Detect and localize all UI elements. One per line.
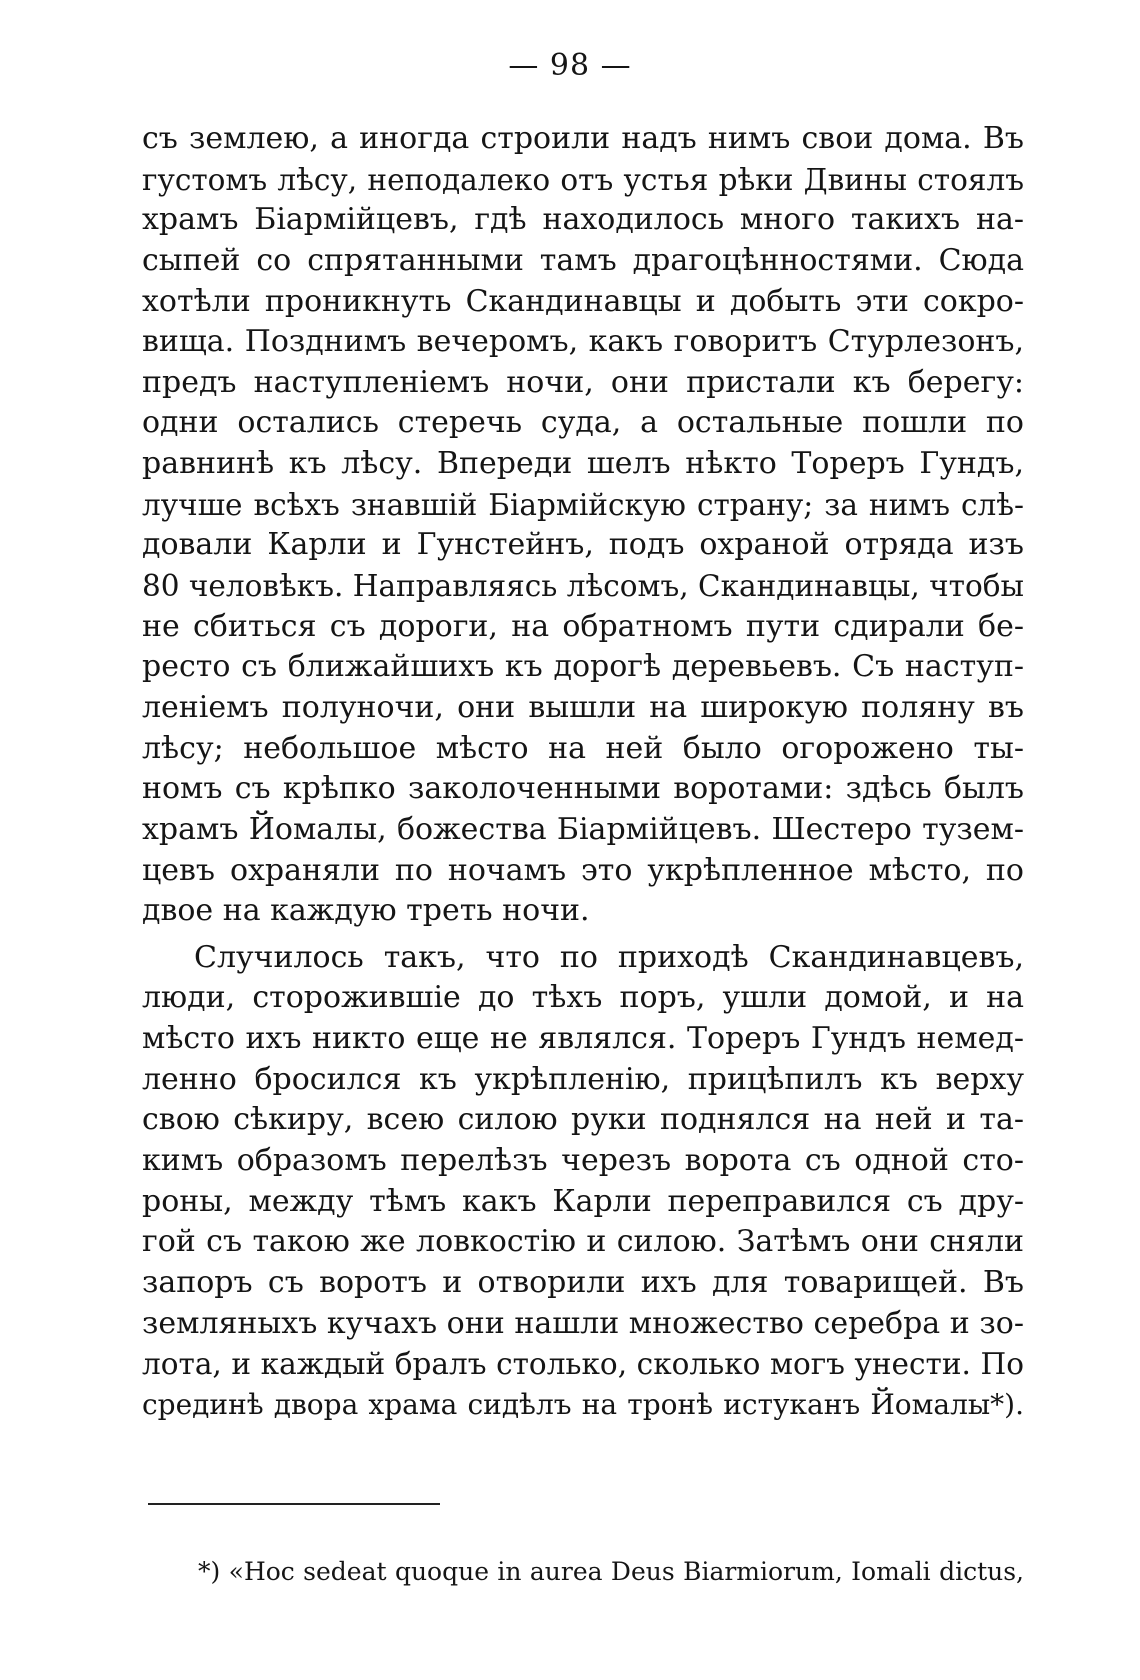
text-line: кимъ образомъ перелѣзъ черезъ ворота съ одной сто- <box>142 1143 1024 1179</box>
text-line: ресто съ ближайшихъ къ дорогѣ деревьевъ. Съ наступ- <box>142 649 1024 685</box>
text-line: двое на каждую треть ночи. <box>142 893 590 929</box>
text-line: свою сѣкиру, всею силою руки поднялся на ней и та- <box>142 1102 1024 1138</box>
text-line: одни остались стеречь суда, а остальные пошли по <box>142 405 1024 441</box>
text-line: гой съ такою же ловкостію и силою. Затѣмъ они сняли <box>142 1224 1024 1260</box>
text-line: роны, между тѣмъ какъ Карли переправился съ дру- <box>142 1183 1024 1219</box>
text-line: довали Карли и Гунстейнъ, подъ охраной отряда изъ <box>142 527 1024 563</box>
text-line: мѣсто ихъ никто еще не являлся. Тореръ Гундъ немед- <box>142 1021 1024 1057</box>
text-line: номъ съ крѣпко заколоченными воротами: здѣсь былъ <box>142 771 1024 807</box>
text-line: хотѣли проникнуть Скандинавцы и добыть эти сокро- <box>142 283 1024 319</box>
text-line: сыпей со спрятанными тамъ драгоцѣнностями. Сюда <box>142 242 1024 278</box>
text-line: не сбиться съ дороги, на обратномъ пути сдирали бе- <box>142 608 1024 644</box>
text-line: запоръ съ воротъ и отворили ихъ для товарищей. Въ <box>142 1264 1024 1300</box>
text-line: цевъ охраняли по ночамъ это укрѣпленное мѣсто, по <box>142 852 1024 888</box>
text-line: леніемъ полуночи, они вышли на широкую поляну въ <box>142 689 1024 725</box>
paragraph-2 <box>142 938 1024 1426</box>
text-line: густомъ лѣсу, неподалеко отъ устья рѣки Двины стоялъ <box>142 162 1024 197</box>
text-line: предъ наступленіемъ ночи, они пристали къ берегу: <box>142 364 1024 400</box>
text-line: съ землею, а иногда строили надъ нимъ свои дома. Въ <box>142 121 1024 156</box>
footnote-divider <box>148 1503 440 1505</box>
body-text <box>142 119 1024 1426</box>
text-line: лота, и каждый бралъ столько, сколько могъ унести. По <box>142 1347 1024 1382</box>
paragraph-1 <box>142 119 1024 932</box>
text-line: ленно бросился къ укрѣпленію, прицѣпилъ къ верху <box>142 1061 1024 1097</box>
text-line: люди, сторожившіе до тѣхъ поръ, ушли домой, и на <box>142 980 1024 1016</box>
page-number: — 98 — <box>508 48 632 83</box>
text-line: равнинѣ къ лѣсу. Впереди шелъ нѣкто Тореръ Гундъ, <box>142 446 1024 482</box>
text-line: храмъ Йомалы, божества Біармійцевъ. Шестеро тузем- <box>142 811 1024 847</box>
text-line: лѣсу; небольшое мѣсто на ней было огорожено ты- <box>142 730 1024 766</box>
text-line: храмъ Біармійцевъ, гдѣ находилось много такихъ на- <box>142 202 1024 238</box>
footnote: *) «Hoc sedeat quoque in aurea Deus Biarmiorum, Iomali dictus, <box>198 1557 1024 1586</box>
text-line: срединѣ двора храма сидѣлъ на тронѣ истуканъ Йомалы*). <box>142 1387 1024 1421</box>
text-line: земляныхъ кучахъ они нашли множество серебра и зо- <box>142 1305 1024 1341</box>
text-line: 80 человѣкъ. Направляясь лѣсомъ, Скандинавцы, чтобы <box>142 569 1024 604</box>
text-line: лучше всѣхъ знавшій Біармійскую страну; за нимъ слѣ- <box>142 487 1024 522</box>
text-line: вища. Позднимъ вечеромъ, какъ говоритъ Стурлезонъ, <box>142 324 1024 360</box>
text-line: Случилось такъ, что по приходѣ Скандинавцевъ, <box>194 939 1024 975</box>
